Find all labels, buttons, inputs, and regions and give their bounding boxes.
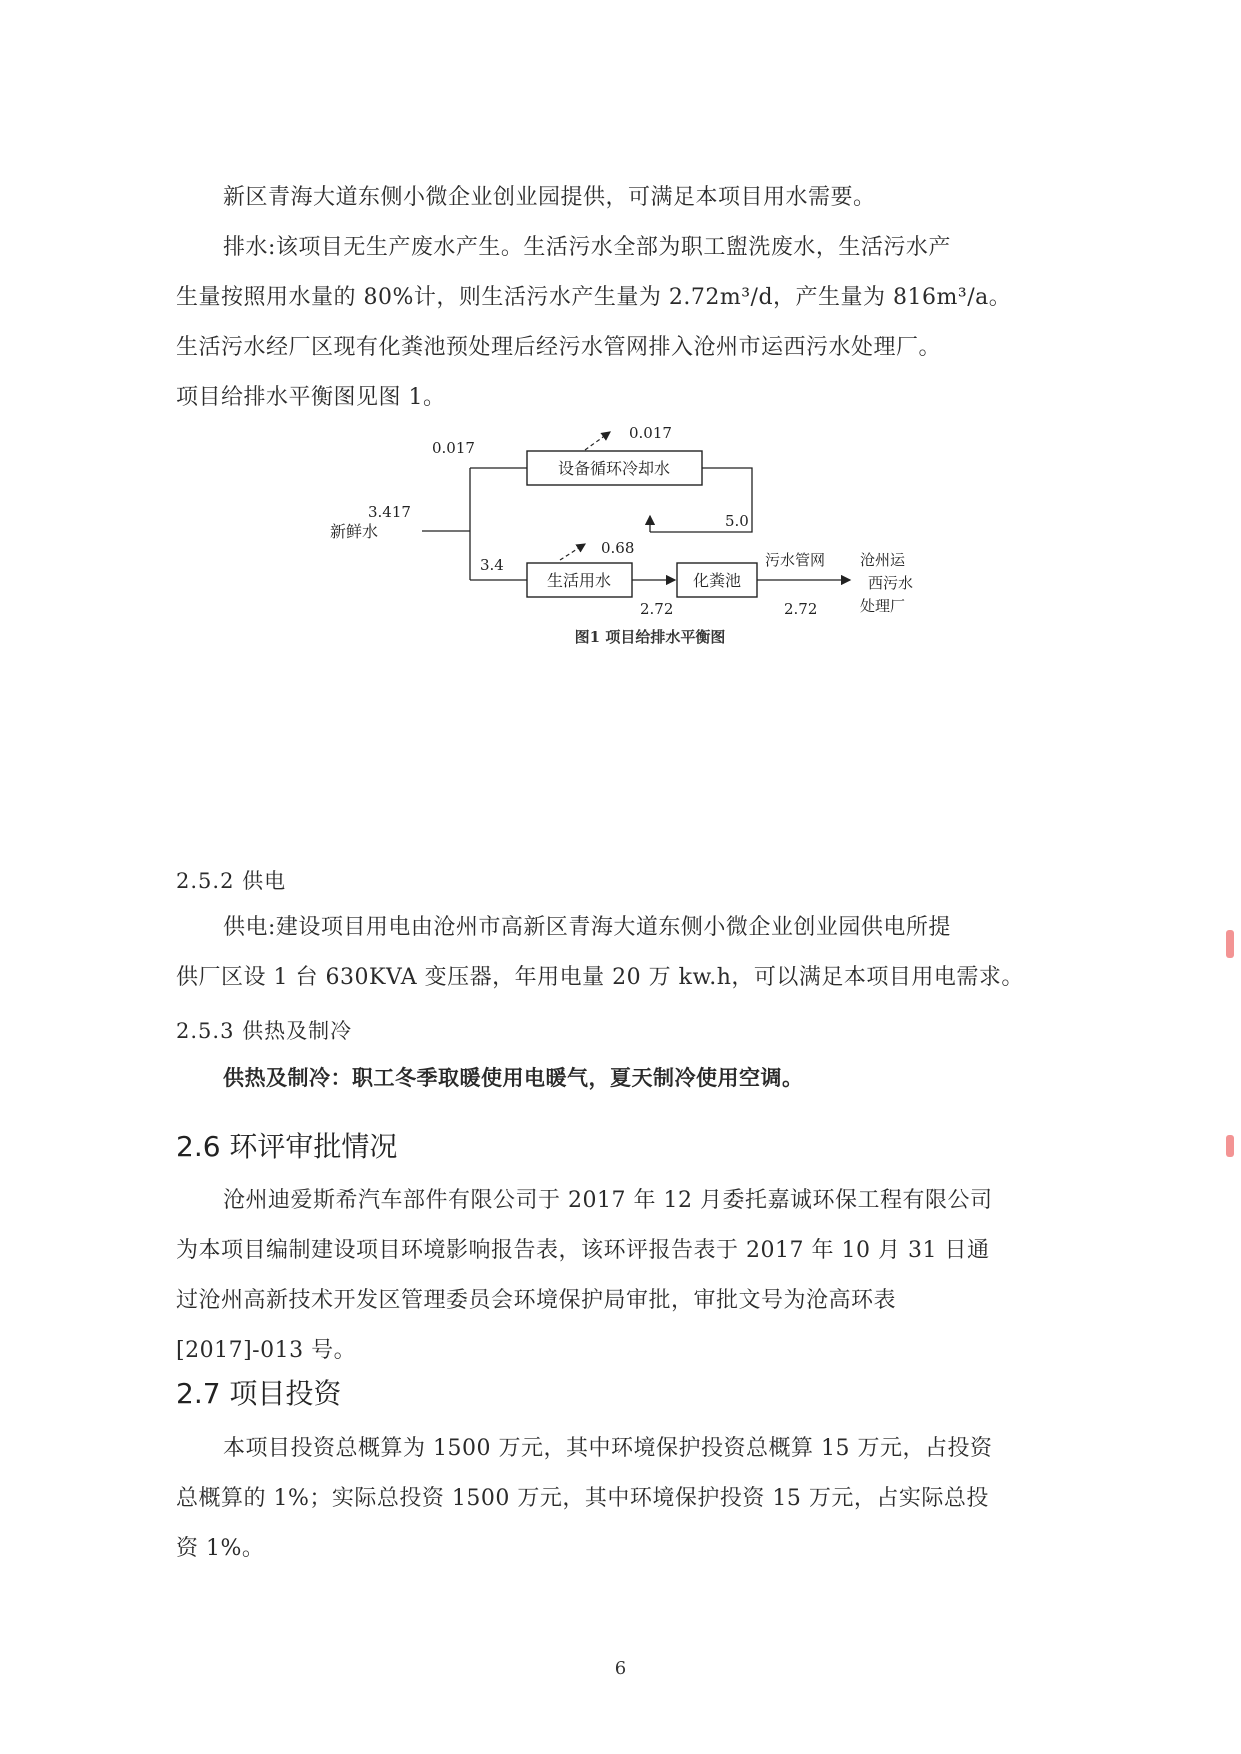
paragraph-drainage-line-1: 排水:该项目无生产废水产生。生活污水全部为职工盥洗废水，生活污水产 [223, 235, 951, 260]
sewer-label: 污水管网 [765, 551, 826, 569]
section-2-5-2-title: 2.5.2 供电 [176, 869, 287, 893]
fresh-water-label: 新鲜水 [330, 522, 379, 541]
branch-cooling-value: 0.017 [432, 439, 475, 457]
domestic-water-label: 生活用水 [546, 571, 612, 590]
section-2-6-heading: 2.6 环评审批情况 [176, 1130, 398, 1163]
septic-tank-label: 化粪池 [692, 571, 742, 590]
cooling-loss-value: 0.017 [629, 424, 672, 442]
cooling-box-label: 设备循环冷却水 [557, 459, 671, 478]
paragraph-drainage-line-3: 生活污水经厂区现有化粪池预处理后经污水管网排入沧州市运西污水处理厂。 [176, 335, 942, 360]
eia-approval-line-4: [2017]-013 号。 [176, 1338, 357, 1363]
domestic-to-septic-value: 2.72 [640, 600, 674, 618]
treatment-plant-line1: 沧州运 [860, 551, 906, 569]
figure-caption: 图1 项目给排水平衡图 [574, 628, 726, 646]
investment-line-1: 本项目投资总概算为 1500 万元，其中环境保护投资总概算 15 万元，占投资 [223, 1436, 993, 1461]
section-2-7-heading: 2.7 项目投资 [176, 1377, 342, 1410]
eia-approval-line-2: 为本项目编制建设项目环境影响报告表，该环评报告表于 2017 年 10 月 31 日通 [176, 1238, 990, 1263]
section-2-5-3-title: 2.5.3 供热及制冷 [176, 1019, 353, 1043]
stamp-edge-mark-2 [1226, 1135, 1234, 1157]
stamp-edge-mark [1226, 930, 1234, 958]
paragraph-drainage-line-2: 生量按照用水量的 80%计，则生活污水产生量为 2.72m³/d，产生量为 816m³/a。 [176, 285, 1012, 310]
eia-approval-line-1: 沧州迪爱斯希汽车部件有限公司于 2017 年 12 月委托嘉诚环保工程有限公司 [223, 1188, 993, 1213]
domestic-loss-arrow [560, 544, 585, 560]
sewer-value: 2.72 [784, 600, 818, 618]
treatment-plant-line2: 西污水 [868, 574, 914, 592]
heating-cooling-body: 供热及制冷：职工冬季取暖使用电暖气，夏天制冷使用空调。 [223, 1066, 804, 1090]
fresh-water-value: 3.417 [368, 503, 411, 521]
eia-approval-line-3: 过沧州高新技术开发区管理委员会环境保护局审批，审批文号为沧高环表 [176, 1288, 897, 1313]
page-number: 6 [614, 1658, 627, 1679]
branch-domestic-value: 3.4 [480, 556, 504, 574]
treatment-plant-line3: 处理厂 [860, 597, 906, 615]
cooling-loss-arrow [585, 432, 610, 450]
cooling-return-value: 5.0 [725, 512, 749, 530]
domestic-loss-value: 0.68 [601, 539, 635, 557]
paragraph-drainage-line-4: 项目给排水平衡图见图 1。 [176, 385, 446, 410]
power-supply-line-1: 供电:建设项目用电由沧州市高新区青海大道东侧小微企业创业园供电所提 [223, 915, 951, 940]
investment-line-3: 资 1%。 [176, 1536, 265, 1561]
water-balance-diagram [330, 420, 970, 660]
power-supply-line-2: 供厂区设 1 台 630KVA 变压器，年用电量 20 万 kw.h，可以满足本项目用电需求。 [176, 965, 1024, 990]
investment-line-2: 总概算的 1%；实际总投资 1500 万元，其中环境保护投资 15 万元，占实际总投 [176, 1486, 989, 1511]
paragraph-water-supply-end: 新区青海大道东侧小微企业创业园提供，可满足本项目用水需要。 [223, 185, 876, 210]
